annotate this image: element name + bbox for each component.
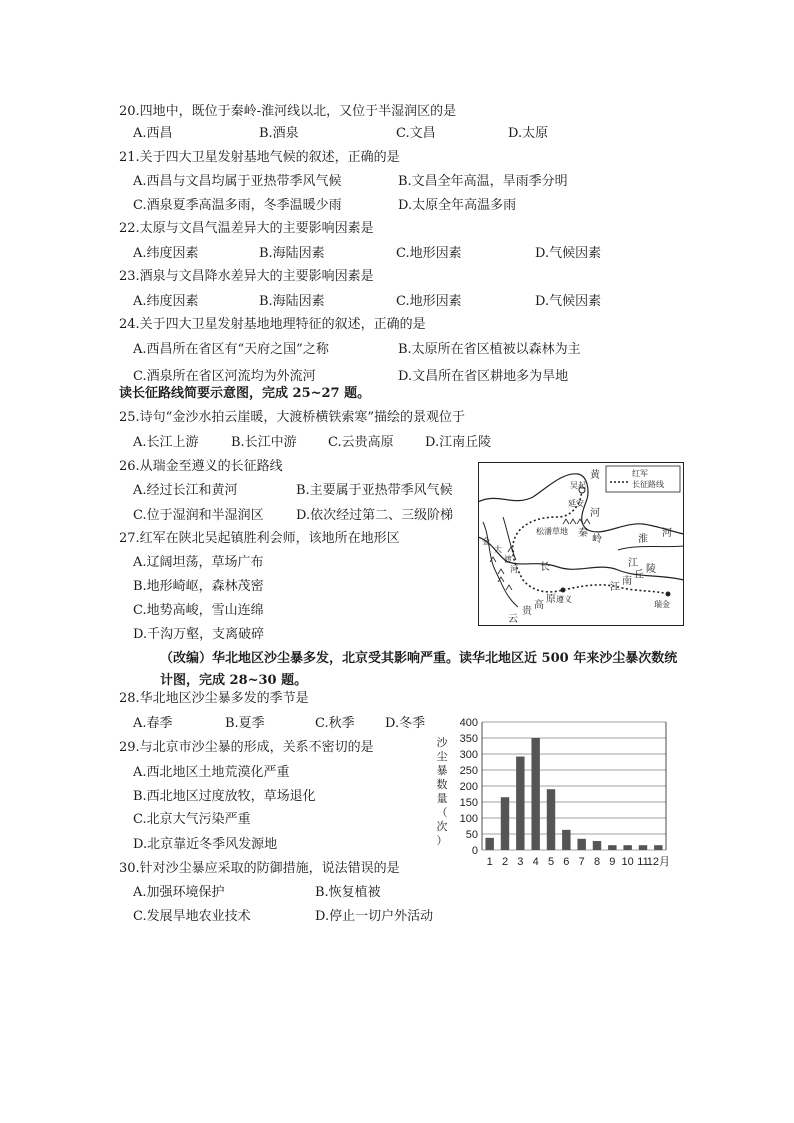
label-huai: 淮 [638, 534, 648, 545]
q22-option-d: D.气候因素 [535, 246, 602, 261]
q24-option-b: B.太原所在省区植被以森林为主 [398, 342, 581, 357]
x-tick-label: 4 [532, 856, 539, 868]
label-gao: 高 [534, 600, 544, 611]
chart-y-label [437, 735, 449, 847]
q29-option-d: D.北京靠近冬季风发源地 [133, 837, 278, 852]
y-label-char: 次 [436, 821, 448, 833]
q25-option-a: A.长江上游 [133, 435, 199, 450]
bar-month-9 [608, 845, 616, 850]
q26-option-c: C.位于湿润和半湿润区 [133, 508, 264, 523]
q29-option-b: B.西北地区过度放牧，草场退化 [133, 789, 316, 804]
chart-y-ticks [460, 717, 478, 857]
y-label-char: 沙 [436, 737, 448, 749]
x-tick-label: 8 [593, 856, 601, 868]
label-jiangnan: 江 [610, 582, 620, 593]
label-nan: 南 [622, 576, 632, 587]
q24-stem: 24.关于四大卫星发射基地地理特征的叙述，正确的是 [119, 317, 426, 332]
q24-option-a: A.西昌所在省区有“天府之国”之称 [133, 342, 329, 357]
chart-bars [485, 738, 662, 850]
q21-stem: 21.关于四大卫星发射基地气候的叙述，正确的是 [119, 150, 400, 165]
long-march-map [478, 462, 684, 626]
chart-x-ticks [487, 855, 670, 868]
q29-stem: 29.与北京市沙尘暴的形成，关系不密切的是 [119, 740, 374, 755]
q27-option-c: C.地势高峻，雪山连绵 [133, 603, 264, 618]
y-label-char: 数 [436, 779, 448, 791]
intro-28-30: （改编）华北地区沙尘暴多发，北京受其影响严重。读华北地区近 500 年来沙尘暴次数统计图，完成 28~30 题。 [160, 651, 678, 688]
label-jiang: 江 [628, 558, 638, 569]
y-tick-label: 350 [459, 733, 478, 745]
q25-option-b: B.长江中游 [231, 435, 297, 450]
y-label-char: 暴 [436, 765, 448, 777]
q20-option-d: D.太原 [508, 126, 549, 141]
q23-option-c: C.地形因素 [396, 294, 462, 309]
q30-stem: 30.针对沙尘暴应采取的防御措施，说法错误的是 [119, 861, 400, 876]
q25-option-c: C.云贵高原 [328, 435, 394, 450]
y-label-char: 尘 [436, 751, 448, 763]
q24-option-d: D.文昌所在省区耕地多为旱地 [398, 369, 569, 384]
intro-28-30-line1 [160, 648, 680, 692]
q27-option-a: A.辽阔坦荡，草场广布 [133, 555, 264, 570]
q26-stem: 26.从瑞金至遵义的长征路线 [119, 459, 283, 474]
q22-option-c: C.地形因素 [396, 246, 462, 261]
label-gui: 贵 [522, 606, 532, 617]
bar-month-6 [562, 830, 570, 850]
zunyi-point [561, 588, 566, 593]
bar-month-5 [547, 789, 555, 850]
q21-option-d: D.太原全年高温多雨 [398, 198, 517, 213]
label-he3: 河 [510, 565, 518, 574]
bar-month-3 [516, 757, 524, 850]
y-label-char: （ [436, 807, 448, 819]
label-ruijin: 瑞金 [654, 600, 670, 609]
q25-stem: 25.诗句“金沙水拍云崖暖，大渡桥横铁索寒”描绘的景观位于 [119, 410, 465, 425]
q28-option-b: B.夏季 [225, 716, 265, 731]
label-he: 河 [590, 508, 600, 519]
label-huang: 黄 [590, 470, 600, 481]
bar-month-10 [623, 845, 631, 850]
legend-label-2: 长征路线 [632, 480, 664, 489]
y-tick-label: 0 [471, 845, 478, 857]
q25-option-d: D.江南丘陵 [425, 435, 492, 450]
x-tick-label: 1 [486, 856, 493, 868]
q28-option-d: D.冬季 [385, 716, 426, 731]
x-tick-label: 12月 [646, 856, 670, 868]
dust-storm-chart [430, 712, 680, 874]
x-tick-label: 11 [637, 856, 649, 868]
q20-stem: 20.四地中，既位于秦岭-淮河线以北，又位于半湿润区的是 [119, 104, 457, 119]
q30-option-d: D.停止一切户外活动 [315, 909, 434, 924]
q27-stem: 27.红军在陕北吴起镇胜利会师，该地所在地形区 [119, 531, 400, 546]
x-tick-label: 2 [501, 856, 509, 868]
q22-option-a: A.纬度因素 [133, 246, 199, 261]
bar-month-11 [639, 845, 647, 850]
x-tick-label: 9 [609, 856, 616, 868]
label-he2: 河 [662, 528, 672, 539]
bar-month-1 [485, 838, 493, 850]
q29-option-c: C.北京大气污染严重 [133, 812, 251, 827]
label-yun: 云 [508, 614, 518, 625]
y-tick-label: 100 [459, 813, 478, 825]
q23-stem: 23.酒泉与文昌降水差异大的主要影响因素是 [119, 269, 374, 284]
y-tick-label: 300 [459, 749, 478, 761]
x-tick-label: 10 [621, 856, 634, 868]
q20-option-a: A.西昌 [133, 126, 173, 141]
q22-stem: 22.太原与文昌气温差异大的主要影响因素是 [119, 221, 374, 236]
q26-option-b: B.主要属于亚热带季风气候 [296, 483, 453, 498]
q24-option-c: C.酒泉所在省区河流均为外流河 [133, 369, 316, 384]
q23-option-b: B.海陆因素 [259, 294, 325, 309]
y-tick-label: 250 [459, 765, 478, 777]
label-du: 渡 [504, 555, 512, 564]
legend-label-1: 红军 [632, 469, 648, 478]
q30-option-c: C.发展旱地农业技术 [133, 909, 251, 924]
label-yanan: 延安 [568, 499, 584, 508]
q23-option-a: A.纬度因素 [133, 294, 199, 309]
q20-option-c: C.文昌 [396, 126, 436, 141]
x-tick-label: 6 [563, 856, 570, 868]
q27-option-b: B.地形崎岖，森林茂密 [133, 579, 264, 594]
q28-stem: 28.华北地区沙尘暴多发的季节是 [119, 691, 309, 706]
label-da: 大 [494, 545, 502, 554]
y-tick-label: 50 [465, 829, 478, 841]
label-songpan: 松潘草地 [536, 527, 568, 536]
intro-25-27: 读长征路线简要示意图，完成 25~27 题。 [119, 386, 371, 401]
y-label-char: 量 [436, 793, 448, 805]
y-tick-label: 200 [459, 781, 478, 793]
q21-option-a: A.西昌与文昌均属于亚热带季风气候 [133, 174, 342, 189]
q26-option-d: D.依次经过第二、三级阶梯 [296, 508, 454, 523]
q27-option-d: D.千沟万壑，支离破碎 [133, 627, 265, 642]
q30-option-a: A.加强环境保护 [133, 885, 225, 900]
x-tick-label: 3 [517, 856, 524, 868]
label-jin: 金 [482, 537, 490, 546]
x-tick-label: 7 [578, 856, 585, 868]
label-yuan: 原 [546, 594, 556, 605]
q28-option-c: C.秋季 [315, 716, 355, 731]
bar-month-8 [593, 841, 601, 850]
y-label-char: ） [436, 835, 448, 847]
bar-month-7 [577, 839, 585, 850]
label-zunyi: 遵义 [556, 595, 572, 604]
label-wuqi: 吴起 [570, 481, 586, 490]
q30-option-b: B.恢复植被 [315, 885, 381, 900]
q23-option-d: D.气候因素 [535, 294, 602, 309]
label-chang: 长 [540, 562, 550, 573]
label-qin: 秦 [578, 528, 588, 539]
y-tick-label: 150 [459, 797, 478, 809]
bar-month-4 [531, 738, 539, 850]
q20-option-b: B.酒泉 [259, 126, 299, 141]
x-tick-label: 5 [547, 856, 555, 868]
y-tick-label: 400 [459, 717, 478, 729]
q29-option-a: A.西北地区土地荒漠化严重 [133, 765, 290, 780]
label-ling: 岭 [592, 534, 602, 545]
label-lingb: 陵 [646, 564, 656, 575]
q26-option-a: A.经过长江和黄河 [133, 483, 238, 498]
ruijin-point [666, 592, 671, 597]
q21-option-b: B.文昌全年高温，旱雨季分明 [398, 174, 568, 189]
label-qiu: 丘 [634, 570, 644, 581]
q28-option-a: A.春季 [133, 716, 173, 731]
bar-month-12 [654, 845, 662, 850]
q22-option-b: B.海陆因素 [259, 246, 325, 261]
q21-option-c: C.酒泉夏季高温多雨，冬季温暖少雨 [133, 198, 342, 213]
bar-month-2 [501, 797, 509, 850]
chart-grid [482, 722, 666, 850]
